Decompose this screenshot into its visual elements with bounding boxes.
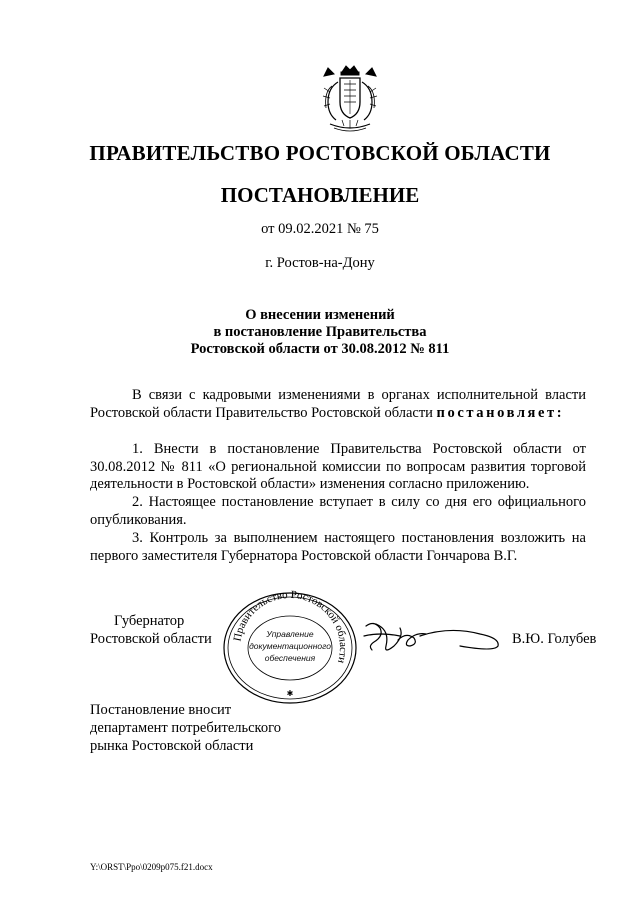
- svg-text:✱: ✱: [286, 689, 294, 698]
- stamp-outer-text: Правительство Ростовской области: [231, 590, 350, 665]
- submitted-by-block: [90, 701, 350, 755]
- decree-word: постановляет:: [436, 404, 565, 421]
- item-2-text: 2. Настоящее постановление вступает в силу со дня его официального опубликования.: [90, 494, 586, 528]
- item-3-text: 3. Контроль за выполнением настоящего постановления возложить на первого заместителя Губернатора Ростовской области Гончарова В.Г.: [90, 530, 586, 564]
- position-line-2: Ростовской области: [90, 631, 212, 647]
- subject-line-2: в постановление Правительства: [213, 324, 427, 340]
- item-1-paragraph: [90, 441, 586, 494]
- stamp-center-line-3: обеспечения: [264, 653, 316, 663]
- signatory-name: В.Ю. Голубев: [512, 631, 597, 647]
- document-subject: [0, 307, 640, 358]
- document-type-title: ПОСТАНОВЛЕНИЕ: [220, 183, 420, 207]
- footer-file-path: Y:\ORST\Ppo\0209p075.f21.docx: [90, 862, 213, 872]
- submitted-line-2: департамент потребительского: [90, 720, 281, 736]
- stamp-center-line-2: документационного: [249, 641, 331, 651]
- coat-of-arms-icon: [318, 62, 382, 134]
- stamp-center-line-1: Управление: [266, 629, 314, 639]
- item-3-paragraph: [90, 530, 586, 565]
- preamble-paragraph: [90, 387, 586, 422]
- signatory-position: [90, 612, 230, 648]
- position-line-1: Губернатор: [114, 613, 185, 629]
- stamp-center-text: [244, 628, 336, 664]
- document-city: г. Ростов-на-Дону: [265, 255, 375, 271]
- submitted-line-3: рынка Ростовской области: [90, 738, 254, 754]
- submitted-line-1: Постановление вносит: [90, 702, 232, 718]
- subject-line-1: О внесении изменений: [245, 307, 395, 323]
- handwritten-signature-icon: [360, 616, 510, 660]
- item-2-paragraph: [90, 494, 586, 529]
- document-date-number: от 09.02.2021 № 75: [261, 221, 379, 237]
- preamble-text: В связи с кадровыми изменениями в органах исполнительной власти Ростовской области Правительство Ростовской области: [90, 387, 586, 421]
- government-title: ПРАВИТЕЛЬСТВО РОСТОВСКОЙ ОБЛАСТИ: [89, 141, 551, 165]
- item-1-text: 1. Внести в постановление Правительства Ростовской области от 30.08.2012 № 811 «О региональной комиссии по вопросам развития торговой деятельности в Ростовской области» изменения согласно приложению.: [90, 441, 586, 492]
- subject-line-3: Ростовской области от 30.08.2012 № 811: [190, 341, 450, 357]
